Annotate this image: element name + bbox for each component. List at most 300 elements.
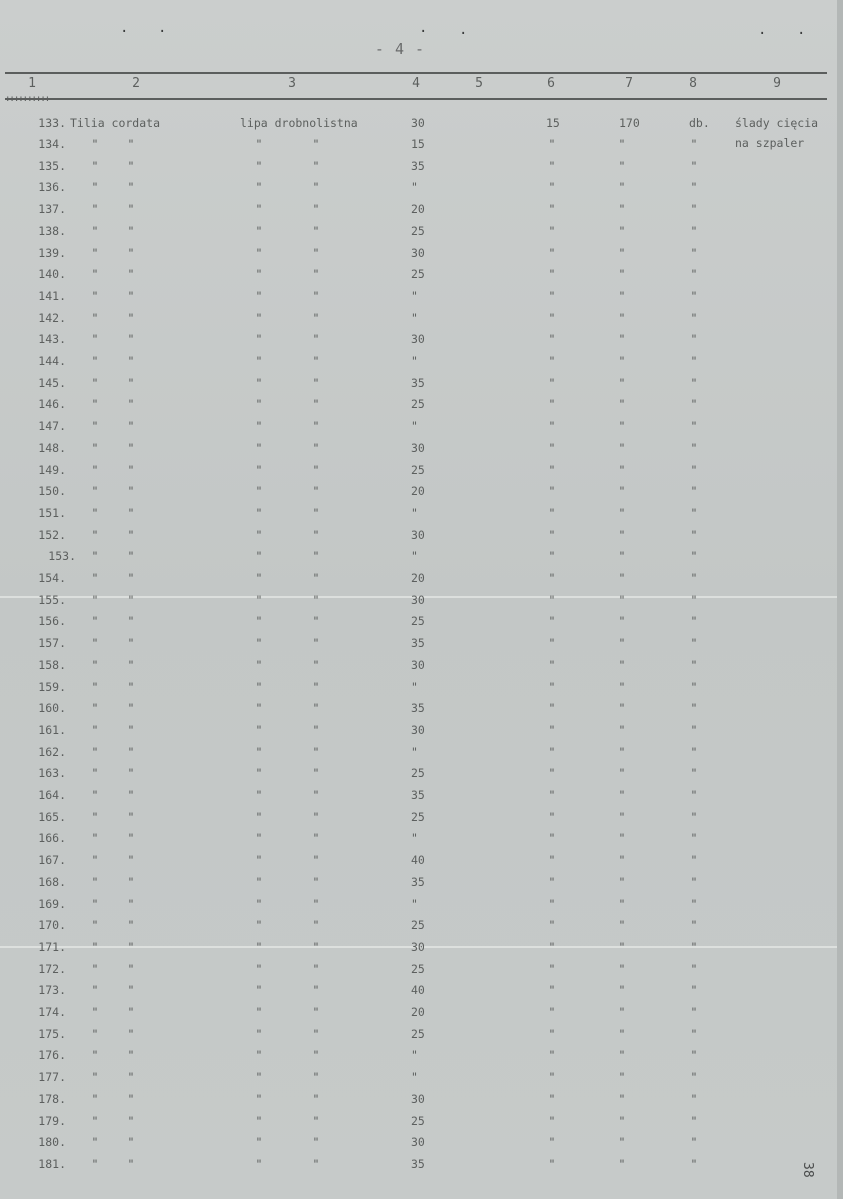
ditto-col-3a: " — [255, 332, 263, 346]
row-number: 164. — [38, 788, 66, 802]
column-header-5: 5 — [475, 76, 483, 91]
ditto-col-2a: " — [91, 202, 99, 216]
ditto-col-3b: " — [312, 354, 320, 368]
ditto-col-3a: " — [255, 571, 263, 585]
ditto-col-2b: " — [127, 441, 135, 455]
ditto-col-8: " — [690, 1114, 698, 1128]
ditto-col-7: " — [618, 1092, 626, 1106]
ditto-col-6: " — [548, 918, 556, 932]
ditto-col-8: " — [690, 658, 698, 672]
ditto-col-7: " — [618, 202, 626, 216]
column-4-value: " — [411, 419, 418, 433]
ditto-col-3a: " — [255, 875, 263, 889]
ditto-col-3a: " — [255, 745, 263, 759]
ditto-col-2a: " — [91, 918, 99, 932]
archive-sheet-number: 38 — [800, 1162, 815, 1178]
row-number: 161. — [38, 723, 66, 737]
ditto-col-8: " — [690, 918, 698, 932]
column-header-8: 8 — [689, 76, 697, 91]
ditto-col-2a: " — [91, 354, 99, 368]
ditto-col-3a: " — [255, 1027, 263, 1041]
ditto-col-3b: " — [312, 1135, 320, 1149]
ditto-col-2b: " — [127, 918, 135, 932]
ditto-col-8: " — [690, 202, 698, 216]
ditto-col-6: " — [548, 636, 556, 650]
ditto-col-3b: " — [312, 831, 320, 845]
ditto-col-8: " — [690, 463, 698, 477]
ditto-col-3b: " — [312, 853, 320, 867]
ditto-col-3a: " — [255, 983, 263, 997]
ditto-col-7: " — [618, 810, 626, 824]
ditto-col-2b: " — [127, 267, 135, 281]
ditto-col-2b: " — [127, 1114, 135, 1128]
ditto-col-3a: " — [255, 962, 263, 976]
ditto-col-8: " — [690, 810, 698, 824]
row-number: 165. — [38, 810, 66, 824]
row-number: 144. — [38, 354, 66, 368]
row-number: 138. — [38, 224, 66, 238]
row-number: 179. — [38, 1114, 66, 1128]
ditto-col-2a: " — [91, 289, 99, 303]
ditto-col-2b: " — [127, 571, 135, 585]
ditto-col-2a: " — [91, 549, 99, 563]
ditto-col-8: " — [690, 289, 698, 303]
ditto-col-8: " — [690, 614, 698, 628]
ditto-col-2a: " — [91, 224, 99, 238]
ditto-col-6: " — [548, 571, 556, 585]
column-7-value: 170 — [619, 116, 640, 130]
ditto-col-7: " — [618, 918, 626, 932]
row-number: 154. — [38, 571, 66, 585]
ditto-col-2b: " — [127, 137, 135, 151]
row-number: 160. — [38, 701, 66, 715]
column-4-value: 35 — [411, 159, 425, 173]
column-header-1: 1 — [28, 76, 36, 91]
row-number: 147. — [38, 419, 66, 433]
ditto-col-6: " — [548, 853, 556, 867]
ditto-col-7: " — [618, 571, 626, 585]
column-4-value: 35 — [411, 875, 425, 889]
ditto-col-8: " — [690, 897, 698, 911]
row-number: 136. — [38, 180, 66, 194]
ditto-col-8: " — [690, 593, 698, 607]
ditto-col-6: " — [548, 1005, 556, 1019]
ditto-col-8: " — [690, 332, 698, 346]
ditto-col-8: " — [690, 549, 698, 563]
column-header-2: 2 — [132, 76, 140, 91]
ditto-col-8: " — [690, 180, 698, 194]
ditto-col-3b: " — [312, 1092, 320, 1106]
ditto-col-8: " — [690, 1135, 698, 1149]
ditto-col-3b: " — [312, 1157, 320, 1171]
ditto-col-6: " — [548, 159, 556, 173]
column-4-value: " — [411, 180, 418, 194]
ditto-col-7: " — [618, 745, 626, 759]
ditto-col-2a: " — [91, 766, 99, 780]
ditto-col-7: " — [618, 962, 626, 976]
ditto-col-3a: " — [255, 1070, 263, 1084]
ditto-col-3b: " — [312, 376, 320, 390]
row-number: 133. — [38, 116, 66, 130]
ditto-col-2b: " — [127, 701, 135, 715]
ditto-col-2a: " — [91, 1092, 99, 1106]
ditto-col-3b: " — [312, 528, 320, 542]
ditto-col-6: " — [548, 940, 556, 954]
ditto-col-7: " — [618, 788, 626, 802]
ditto-col-2a: " — [91, 246, 99, 260]
ditto-col-7: " — [618, 549, 626, 563]
ditto-col-7: " — [618, 397, 626, 411]
column-header-9: 9 — [773, 76, 781, 91]
ditto-col-7: " — [618, 354, 626, 368]
ditto-col-3a: " — [255, 1114, 263, 1128]
ditto-col-2b: " — [127, 983, 135, 997]
column-header-3: 3 — [288, 76, 296, 91]
ditto-col-3a: " — [255, 831, 263, 845]
ditto-col-6: " — [548, 506, 556, 520]
ditto-col-7: " — [618, 137, 626, 151]
ditto-col-6: " — [548, 745, 556, 759]
ditto-col-7: " — [618, 680, 626, 694]
ditto-col-3b: " — [312, 810, 320, 824]
ditto-col-2b: " — [127, 614, 135, 628]
ditto-col-2b: " — [127, 658, 135, 672]
ditto-col-3a: " — [255, 593, 263, 607]
ditto-col-3b: " — [312, 918, 320, 932]
ditto-col-3a: " — [255, 224, 263, 238]
ditto-col-3a: " — [255, 376, 263, 390]
ditto-col-2a: " — [91, 983, 99, 997]
ditto-col-8: " — [690, 831, 698, 845]
ditto-col-8: " — [690, 1092, 698, 1106]
ditto-col-2b: " — [127, 311, 135, 325]
row-number: 151. — [38, 506, 66, 520]
ditto-col-2a: " — [91, 723, 99, 737]
column-4-value: " — [411, 831, 418, 845]
polish-species-name: lipa drobnolistna — [240, 116, 358, 130]
row-number: 176. — [38, 1048, 66, 1062]
ditto-col-7: " — [618, 376, 626, 390]
ditto-col-6: " — [548, 831, 556, 845]
ditto-col-6: " — [548, 289, 556, 303]
row-number: 172. — [38, 962, 66, 976]
column-header-4: 4 — [412, 76, 420, 91]
ditto-col-6: " — [548, 962, 556, 976]
column-4-value: 35 — [411, 701, 425, 715]
column-4-value: 30 — [411, 528, 425, 542]
ditto-col-3a: " — [255, 311, 263, 325]
ditto-col-8: " — [690, 137, 698, 151]
ditto-col-3a: " — [255, 636, 263, 650]
ditto-col-8: " — [690, 159, 698, 173]
ditto-col-6: " — [548, 810, 556, 824]
ditto-col-7: " — [618, 1114, 626, 1128]
ditto-col-3b: " — [312, 332, 320, 346]
ditto-col-3b: " — [312, 311, 320, 325]
row-number: 139. — [38, 246, 66, 260]
ink-speck: · — [758, 26, 767, 42]
ditto-col-2a: " — [91, 267, 99, 281]
ditto-col-6: " — [548, 658, 556, 672]
ditto-col-2b: " — [127, 766, 135, 780]
ditto-col-3b: " — [312, 1005, 320, 1019]
ditto-col-7: " — [618, 940, 626, 954]
ditto-col-3b: " — [312, 506, 320, 520]
ditto-col-3b: " — [312, 441, 320, 455]
ditto-col-7: " — [618, 528, 626, 542]
ink-speck: · — [459, 26, 468, 42]
ditto-col-2b: " — [127, 180, 135, 194]
ditto-col-2b: " — [127, 289, 135, 303]
ditto-col-3b: " — [312, 137, 320, 151]
ditto-col-7: " — [618, 1027, 626, 1041]
ditto-col-2b: " — [127, 853, 135, 867]
column-4-value: " — [411, 745, 418, 759]
ditto-col-2b: " — [127, 593, 135, 607]
ditto-col-8: " — [690, 528, 698, 542]
ditto-col-3b: " — [312, 484, 320, 498]
ditto-col-2b: " — [127, 1070, 135, 1084]
ditto-col-3a: " — [255, 723, 263, 737]
ditto-col-8: " — [690, 376, 698, 390]
column-4-value: " — [411, 506, 418, 520]
row-number: 163. — [38, 766, 66, 780]
ditto-col-7: " — [618, 983, 626, 997]
row-number: 175. — [38, 1027, 66, 1041]
ditto-col-7: " — [618, 723, 626, 737]
column-8-value: db. — [689, 116, 710, 130]
ditto-col-6: " — [548, 875, 556, 889]
ditto-col-3a: " — [255, 528, 263, 542]
ditto-col-2a: " — [91, 745, 99, 759]
ditto-col-6: " — [548, 332, 556, 346]
row-number: 152. — [38, 528, 66, 542]
ditto-col-7: " — [618, 853, 626, 867]
ditto-col-6: " — [548, 1092, 556, 1106]
ditto-col-6: " — [548, 311, 556, 325]
ditto-col-2a: " — [91, 658, 99, 672]
ditto-col-2b: " — [127, 940, 135, 954]
ditto-col-3b: " — [312, 983, 320, 997]
row-number: 167. — [38, 853, 66, 867]
ditto-col-8: " — [690, 636, 698, 650]
ditto-col-6: " — [548, 723, 556, 737]
row-number: 140. — [38, 267, 66, 281]
row-number: 171. — [38, 940, 66, 954]
ditto-col-8: " — [690, 484, 698, 498]
header-rule-bottom — [5, 98, 827, 100]
ditto-col-3b: " — [312, 397, 320, 411]
column-4-value: 30 — [411, 441, 425, 455]
ditto-col-2b: " — [127, 332, 135, 346]
ditto-col-7: " — [618, 159, 626, 173]
ditto-col-6: " — [548, 267, 556, 281]
column-4-value: 25 — [411, 463, 425, 477]
ditto-col-8: " — [690, 680, 698, 694]
ditto-col-3a: " — [255, 1005, 263, 1019]
remarks-line-2: na szpaler — [735, 136, 805, 150]
column-4-value: 40 — [411, 983, 425, 997]
ditto-col-6: " — [548, 419, 556, 433]
ditto-col-3a: " — [255, 766, 263, 780]
row-number: 170. — [38, 918, 66, 932]
ditto-col-7: " — [618, 593, 626, 607]
ditto-col-3a: " — [255, 1157, 263, 1171]
ditto-col-8: " — [690, 311, 698, 325]
column-4-value: 30 — [411, 1092, 425, 1106]
ditto-col-6: " — [548, 528, 556, 542]
row-number: 134. — [38, 137, 66, 151]
row-number: 150. — [38, 484, 66, 498]
column-4-value: 35 — [411, 376, 425, 390]
ditto-col-2a: " — [91, 376, 99, 390]
ditto-col-3a: " — [255, 940, 263, 954]
column-4-value: " — [411, 311, 418, 325]
row-number: 156. — [38, 614, 66, 628]
ditto-col-6: " — [548, 376, 556, 390]
ditto-col-8: " — [690, 441, 698, 455]
ditto-col-2a: " — [91, 962, 99, 976]
column-4-value: 30 — [411, 116, 425, 130]
ditto-col-7: " — [618, 463, 626, 477]
ditto-col-7: " — [618, 289, 626, 303]
ditto-col-2b: " — [127, 376, 135, 390]
ditto-col-2b: " — [127, 788, 135, 802]
row-number: 181. — [38, 1157, 66, 1171]
column-4-value: " — [411, 549, 418, 563]
ditto-col-3a: " — [255, 810, 263, 824]
row-number: 168. — [38, 875, 66, 889]
column-4-value: 35 — [411, 636, 425, 650]
ditto-col-3a: " — [255, 1135, 263, 1149]
ditto-col-3b: " — [312, 1048, 320, 1062]
row-number: 169. — [38, 897, 66, 911]
ditto-col-6: " — [548, 1070, 556, 1084]
ditto-col-2b: " — [127, 506, 135, 520]
ditto-col-3b: " — [312, 202, 320, 216]
row-number: 157. — [38, 636, 66, 650]
ditto-col-3a: " — [255, 506, 263, 520]
ditto-col-7: " — [618, 636, 626, 650]
ditto-col-8: " — [690, 1048, 698, 1062]
ditto-col-3a: " — [255, 853, 263, 867]
ditto-col-2b: " — [127, 549, 135, 563]
ditto-col-3a: " — [255, 441, 263, 455]
ditto-col-7: " — [618, 419, 626, 433]
ditto-col-6: " — [548, 1114, 556, 1128]
column-4-value: " — [411, 897, 418, 911]
ditto-col-8: " — [690, 354, 698, 368]
ditto-col-2b: " — [127, 745, 135, 759]
column-4-value: 20 — [411, 484, 425, 498]
header-rule-top — [5, 72, 827, 74]
column-4-value: 20 — [411, 571, 425, 585]
ditto-col-2a: " — [91, 571, 99, 585]
row-number: 174. — [38, 1005, 66, 1019]
ditto-col-2b: " — [127, 1048, 135, 1062]
ditto-col-2b: " — [127, 246, 135, 260]
ditto-col-3b: " — [312, 745, 320, 759]
row-number: 135. — [38, 159, 66, 173]
ditto-col-2b: " — [127, 962, 135, 976]
ditto-col-2b: " — [127, 723, 135, 737]
ditto-col-3a: " — [255, 918, 263, 932]
row-number: 143. — [38, 332, 66, 346]
ditto-col-3a: " — [255, 267, 263, 281]
ditto-col-2a: " — [91, 419, 99, 433]
row-number: 141. — [38, 289, 66, 303]
ditto-col-6: " — [548, 1048, 556, 1062]
ditto-col-8: " — [690, 853, 698, 867]
ditto-col-2b: " — [127, 831, 135, 845]
column-4-value: 25 — [411, 267, 425, 281]
ditto-col-6: " — [548, 549, 556, 563]
ditto-col-8: " — [690, 419, 698, 433]
ditto-col-2a: " — [91, 680, 99, 694]
column-4-value: 30 — [411, 332, 425, 346]
ink-speck: · — [158, 24, 167, 40]
ditto-col-2a: " — [91, 1114, 99, 1128]
column-4-value: 20 — [411, 1005, 425, 1019]
column-4-value: 25 — [411, 1114, 425, 1128]
ditto-col-2a: " — [91, 1135, 99, 1149]
ditto-col-3a: " — [255, 159, 263, 173]
ditto-col-2b: " — [127, 1027, 135, 1041]
ditto-col-7: " — [618, 766, 626, 780]
ditto-col-8: " — [690, 723, 698, 737]
ditto-col-3b: " — [312, 614, 320, 628]
ditto-col-2a: " — [91, 810, 99, 824]
ditto-col-6: " — [548, 1027, 556, 1041]
page-number: - 4 - — [374, 40, 426, 58]
ditto-col-7: " — [618, 267, 626, 281]
row-number: 159. — [38, 680, 66, 694]
ditto-col-7: " — [618, 224, 626, 238]
row-number: 155. — [38, 593, 66, 607]
ditto-col-2a: " — [91, 593, 99, 607]
ditto-col-3b: " — [312, 788, 320, 802]
column-4-value: 20 — [411, 202, 425, 216]
column-4-value: 25 — [411, 224, 425, 238]
page-edge — [837, 0, 843, 1199]
ditto-col-2a: " — [91, 1070, 99, 1084]
row-number: 178. — [38, 1092, 66, 1106]
ditto-col-3b: " — [312, 549, 320, 563]
ditto-col-3a: " — [255, 788, 263, 802]
ditto-col-7: " — [618, 1135, 626, 1149]
ditto-col-2b: " — [127, 202, 135, 216]
column-header-6: 6 — [547, 76, 555, 91]
ditto-col-2a: " — [91, 1027, 99, 1041]
ditto-col-3b: " — [312, 159, 320, 173]
column-4-value: 30 — [411, 940, 425, 954]
ditto-col-2b: " — [127, 1135, 135, 1149]
row-number: 162. — [38, 745, 66, 759]
ditto-col-7: " — [618, 506, 626, 520]
ditto-col-3b: " — [312, 680, 320, 694]
ditto-col-3a: " — [255, 419, 263, 433]
ditto-col-3b: " — [312, 875, 320, 889]
ditto-col-6: " — [548, 246, 556, 260]
ditto-col-6: " — [548, 766, 556, 780]
row-number: 148. — [38, 441, 66, 455]
ditto-col-3a: " — [255, 484, 263, 498]
ditto-col-3b: " — [312, 419, 320, 433]
ditto-col-3b: " — [312, 289, 320, 303]
ditto-col-3b: " — [312, 766, 320, 780]
ditto-col-2b: " — [127, 159, 135, 173]
ditto-col-3b: " — [312, 962, 320, 976]
